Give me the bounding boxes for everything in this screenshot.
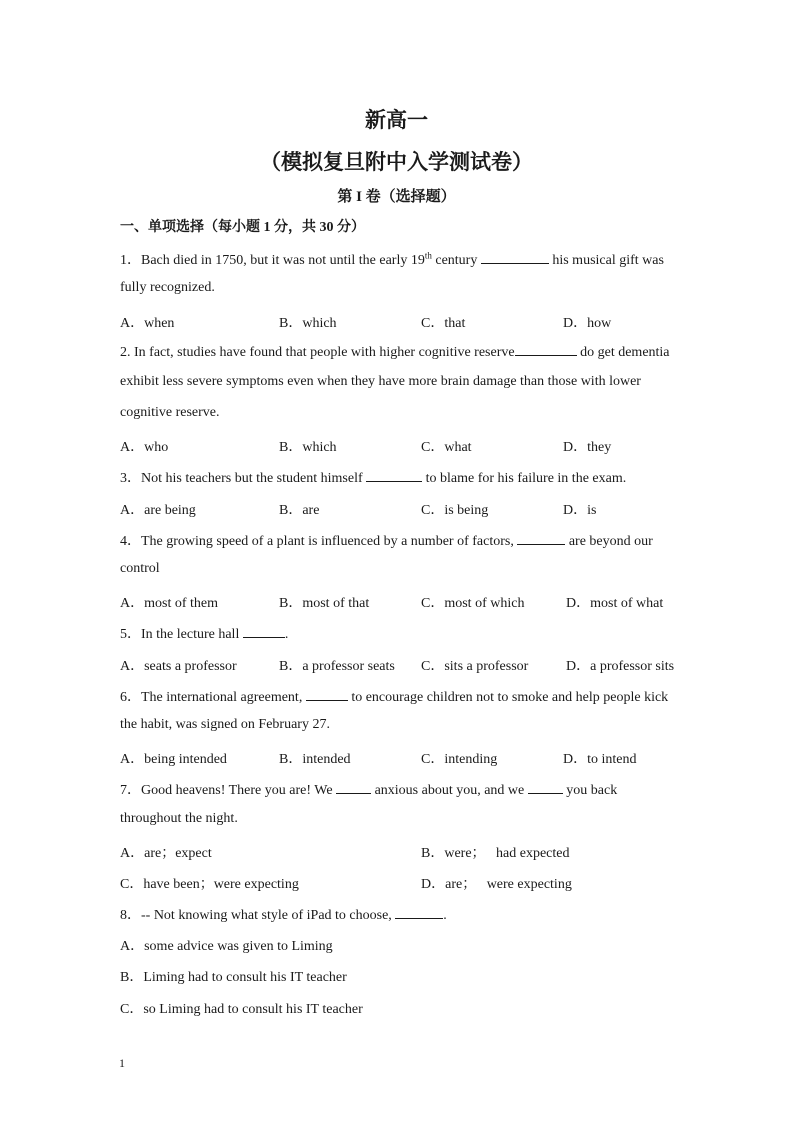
question-5-option-c[interactable]: C．sits a professor [421, 659, 529, 674]
page-number: 1 [119, 1056, 125, 1070]
answer-blank [395, 906, 443, 919]
page-subtitle: （模拟复旦附中入学测试卷） [260, 150, 533, 174]
question-5-option-b[interactable]: B．a professor seats [279, 659, 395, 674]
question-3-text: 3．Not his teachers but the student himself to blame for his failure in the exam. [120, 471, 627, 486]
question-4-option-d[interactable]: D．most of what [566, 596, 664, 611]
question-7-text: 7．Good heavens! There you are! We anxious about you, and we you back [120, 783, 618, 798]
question-7-option-a[interactable]: A．are；expect [120, 846, 212, 861]
question-6-text-line2: the habit, was signed on February 27. [120, 717, 330, 732]
question-1-text: 1．Bach died in 1750, but it was not until the early 19th century his musical gift was [120, 250, 664, 268]
question-8-text: 8．-- Not knowing what style of iPad to choose, . [120, 908, 447, 923]
question-7-option-d[interactable]: D．are； were expecting [421, 877, 572, 892]
question-3-option-a[interactable]: A．are being [120, 503, 196, 518]
question-4-text-line2: control [120, 561, 160, 576]
question-4-option-a[interactable]: A．most of them [120, 596, 218, 611]
question-6-text: 6．The international agreement, to encourage children not to smoke and help people kick [120, 690, 669, 705]
question-1-option-c[interactable]: C．that [421, 316, 466, 331]
question-6-option-a[interactable]: A．being intended [120, 752, 227, 767]
question-8-option-b[interactable]: B．Liming had to consult his IT teacher [120, 970, 347, 985]
question-1-text-line2: fully recognized. [120, 280, 215, 295]
question-7-option-b[interactable]: B．were； had expected [421, 846, 570, 861]
answer-blank [528, 781, 563, 794]
answer-blank [481, 251, 549, 264]
question-6-option-b[interactable]: B．intended [279, 752, 351, 767]
question-5-option-a[interactable]: A．seats a professor [120, 659, 237, 674]
answer-blank [366, 469, 422, 482]
question-7-option-c[interactable]: C．have been；were expecting [120, 877, 299, 892]
question-5-text: 5．In the lecture hall . [120, 627, 289, 642]
page-title: 新高一 [365, 108, 428, 132]
question-7-text-line2: throughout the night. [120, 811, 238, 826]
answer-blank [306, 688, 348, 701]
question-8-option-c[interactable]: C．so Liming had to consult his IT teacher [120, 1002, 363, 1017]
question-3-option-b[interactable]: B．are [279, 503, 320, 518]
question-2-text-line2: exhibit less severe symptoms even when they have more brain damage than those with lower [120, 374, 641, 389]
part-heading: 第 I 卷（选择题） [337, 189, 456, 205]
question-3-option-d[interactable]: D．is [563, 503, 597, 518]
question-2-text: 2. In fact, studies have found that people with higher cognitive reserve do get dementia [120, 345, 670, 360]
question-6-option-d[interactable]: D．to intend [563, 752, 637, 767]
question-4-text: 4．The growing speed of a plant is influenced by a number of factors, are beyond our [120, 534, 653, 549]
answer-blank [515, 343, 577, 356]
answer-blank [517, 532, 565, 545]
question-2-option-c[interactable]: C．what [421, 440, 472, 455]
question-4-option-c[interactable]: C．most of which [421, 596, 525, 611]
question-2-option-a[interactable]: A．who [120, 440, 169, 455]
answer-blank [336, 781, 371, 794]
question-4-option-b[interactable]: B．most of that [279, 596, 370, 611]
question-1-option-a[interactable]: A．when [120, 316, 175, 331]
answer-blank [243, 625, 285, 638]
question-1-option-d[interactable]: D．how [563, 316, 612, 331]
question-2-text-line3: cognitive reserve. [120, 405, 220, 420]
question-1-option-b[interactable]: B．which [279, 316, 337, 331]
question-3-option-c[interactable]: C．is being [421, 503, 489, 518]
question-8-option-a[interactable]: A．some advice was given to Liming [120, 939, 333, 954]
question-2-option-b[interactable]: B．which [279, 440, 337, 455]
question-2-option-d[interactable]: D．they [563, 440, 612, 455]
section-heading: 一、单项选择（每小题 1 分，共 30 分） [120, 220, 365, 235]
question-6-option-c[interactable]: C．intending [421, 752, 498, 767]
question-5-option-d[interactable]: D．a professor sits [566, 659, 675, 674]
